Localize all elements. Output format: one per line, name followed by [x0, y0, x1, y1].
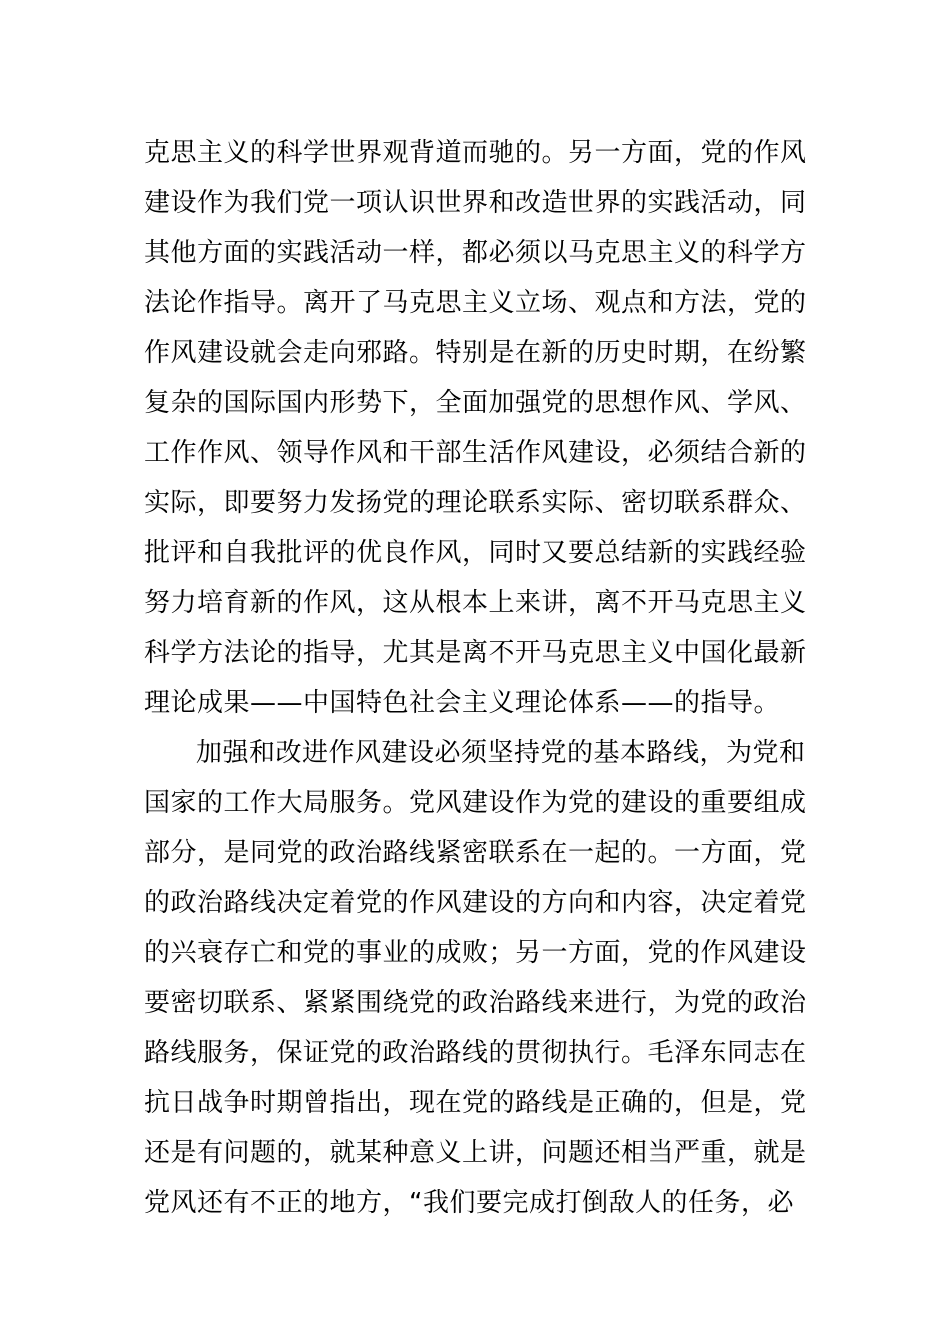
text-line: 克思主义的科学世界观背道而驰的。另一方面，党的作风 — [144, 138, 807, 168]
text-line: 还是有问题的，就某种意义上讲，问题还相当严重，就是 — [144, 1138, 807, 1168]
paragraph-start-line: 加强和改进作风建设必须坚持党的基本路线，为党和 — [196, 738, 806, 768]
text-line: 要密切联系、紧紧围绕党的政治路线来进行，为党的政治 — [144, 988, 807, 1018]
text-line: 法论作指导。离开了马克思主义立场、观点和方法，党的 — [144, 288, 807, 318]
text-line: 党风还有不正的地方，“我们要完成打倒敌人的任务，必 — [144, 1188, 794, 1218]
text-line: 努力培育新的作风，这从根本上来讲，离不开马克思主义 — [144, 588, 807, 618]
text-line: 批评和自我批评的优良作风，同时又要总结新的实践经验 — [144, 538, 807, 568]
text-line: 抗日战争时期曾指出，现在党的路线是正确的，但是，党 — [144, 1088, 807, 1118]
text-line: 理论成果——中国特色社会主义理论体系——的指导。 — [144, 688, 781, 718]
text-line: 其他方面的实践活动一样，都必须以马克思主义的科学方 — [144, 238, 807, 268]
body-text — [144, 128, 810, 1228]
text-line: 实际，即要努力发扬党的理论联系实际、密切联系群众、 — [144, 488, 807, 518]
text-line: 科学方法论的指导，尤其是离不开马克思主义中国化最新 — [144, 638, 807, 668]
text-line: 作风建设就会走向邪路。特别是在新的历史时期，在纷繁 — [144, 338, 807, 368]
text-line: 路线服务，保证党的政治路线的贯彻执行。毛泽东同志在 — [144, 1038, 807, 1068]
text-line: 的兴衰存亡和党的事业的成败；另一方面，党的作风建设 — [144, 938, 807, 968]
text-line: 部分，是同党的政治路线紧密联系在一起的。一方面，党 — [144, 838, 807, 868]
text-line: 国家的工作大局服务。党风建设作为党的建设的重要组成 — [144, 788, 807, 818]
text-line: 工作作风、领导作风和干部生活作风建设，必须结合新的 — [144, 438, 807, 468]
text-line: 的政治路线决定着党的作风建设的方向和内容，决定着党 — [144, 888, 807, 918]
text-line: 建设作为我们党一项认识世界和改造世界的实践活动，同 — [144, 188, 807, 218]
text-line: 复杂的国际国内形势下，全面加强党的思想作风、学风、 — [144, 388, 807, 418]
